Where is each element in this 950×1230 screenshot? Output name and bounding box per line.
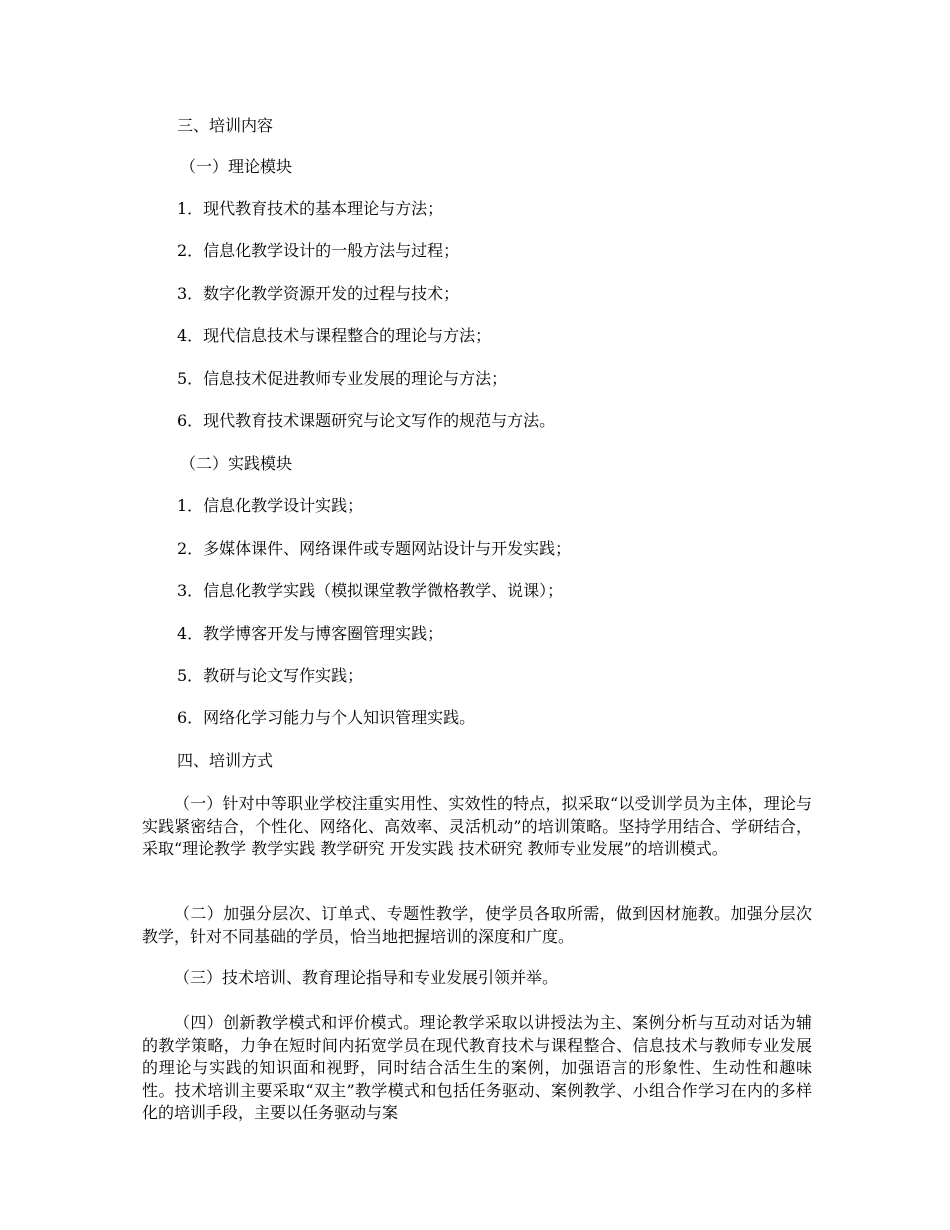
paragraph: （二）加强分层次、订单式、专题性教学，使学员各取所需，做到因材施教。加强分层次教学，针对不同基础的学员，恰当地把握培训的深度和广度。 bbox=[142, 904, 812, 946]
paragraph: （三）技术培训、教育理论指导和专业发展引领并举。 bbox=[174, 968, 559, 987]
section-heading-methods: 四、培训方式 bbox=[177, 751, 274, 770]
list-item: 4．教学博客开发与博客圈管理实践； bbox=[177, 624, 444, 643]
section-heading-content: 三、培训内容 bbox=[177, 116, 274, 135]
list-item: 5．信息技术促进教师专业发展的理论与方法； bbox=[177, 369, 508, 388]
list-item: 2．信息化教学设计的一般方法与过程； bbox=[177, 241, 460, 260]
subsection-heading-practice: （二）实践模块 bbox=[180, 454, 293, 473]
list-item: 6．现代教育技术课题研究与论文写作的规范与方法。 bbox=[177, 411, 556, 430]
list-item: 4．现代信息技术与课程整合的理论与方法； bbox=[177, 326, 492, 345]
list-item: 3．信息化教学实践（模拟课堂教学微格教学、说课）； bbox=[177, 581, 564, 600]
list-item: 2．多媒体课件、网络课件或专题网站设计与开发实践； bbox=[177, 539, 572, 558]
list-item: 5．教研与论文写作实践； bbox=[177, 666, 364, 685]
list-item: 1．现代教育技术的基本理论与方法； bbox=[177, 199, 444, 218]
subsection-heading-theory: （一）理论模块 bbox=[180, 157, 293, 176]
list-item: 6．网络化学习能力与个人知识管理实践。 bbox=[177, 708, 476, 727]
paragraph: （一）针对中等职业学校注重实用性、实效性的特点，拟采取“以受训学员为主体，理论与实践紧密结合，个性化、网络化、高效率、灵活机动”的培训策略。坚持学用结合、学研结合，采取“理论教学 教学实践 教学研究 开发实践 技术研究 教师专业发展”的培训模式。 bbox=[142, 794, 812, 858]
list-item: 3．数字化教学资源开发的过程与技术； bbox=[177, 284, 460, 303]
paragraph: （四）创新教学模式和评价模式。理论教学采取以讲授法为主、案例分析与互动对话为辅的教学策略，力争在短时间内拓宽学员在现代教育技术与课程整合、信息技术与教师专业发展的理论与实践的知识面和视野，同时结合活生生的案例，加强语言的形象性、生动性和趣味性。技术培训主要采取“双主”教学模式和包括任务驱动、案例教学、小组合作学习在内的多样化的培训手段，主要以任务驱动与案 bbox=[142, 1013, 812, 1122]
list-item: 1．信息化教学设计实践； bbox=[177, 496, 364, 515]
